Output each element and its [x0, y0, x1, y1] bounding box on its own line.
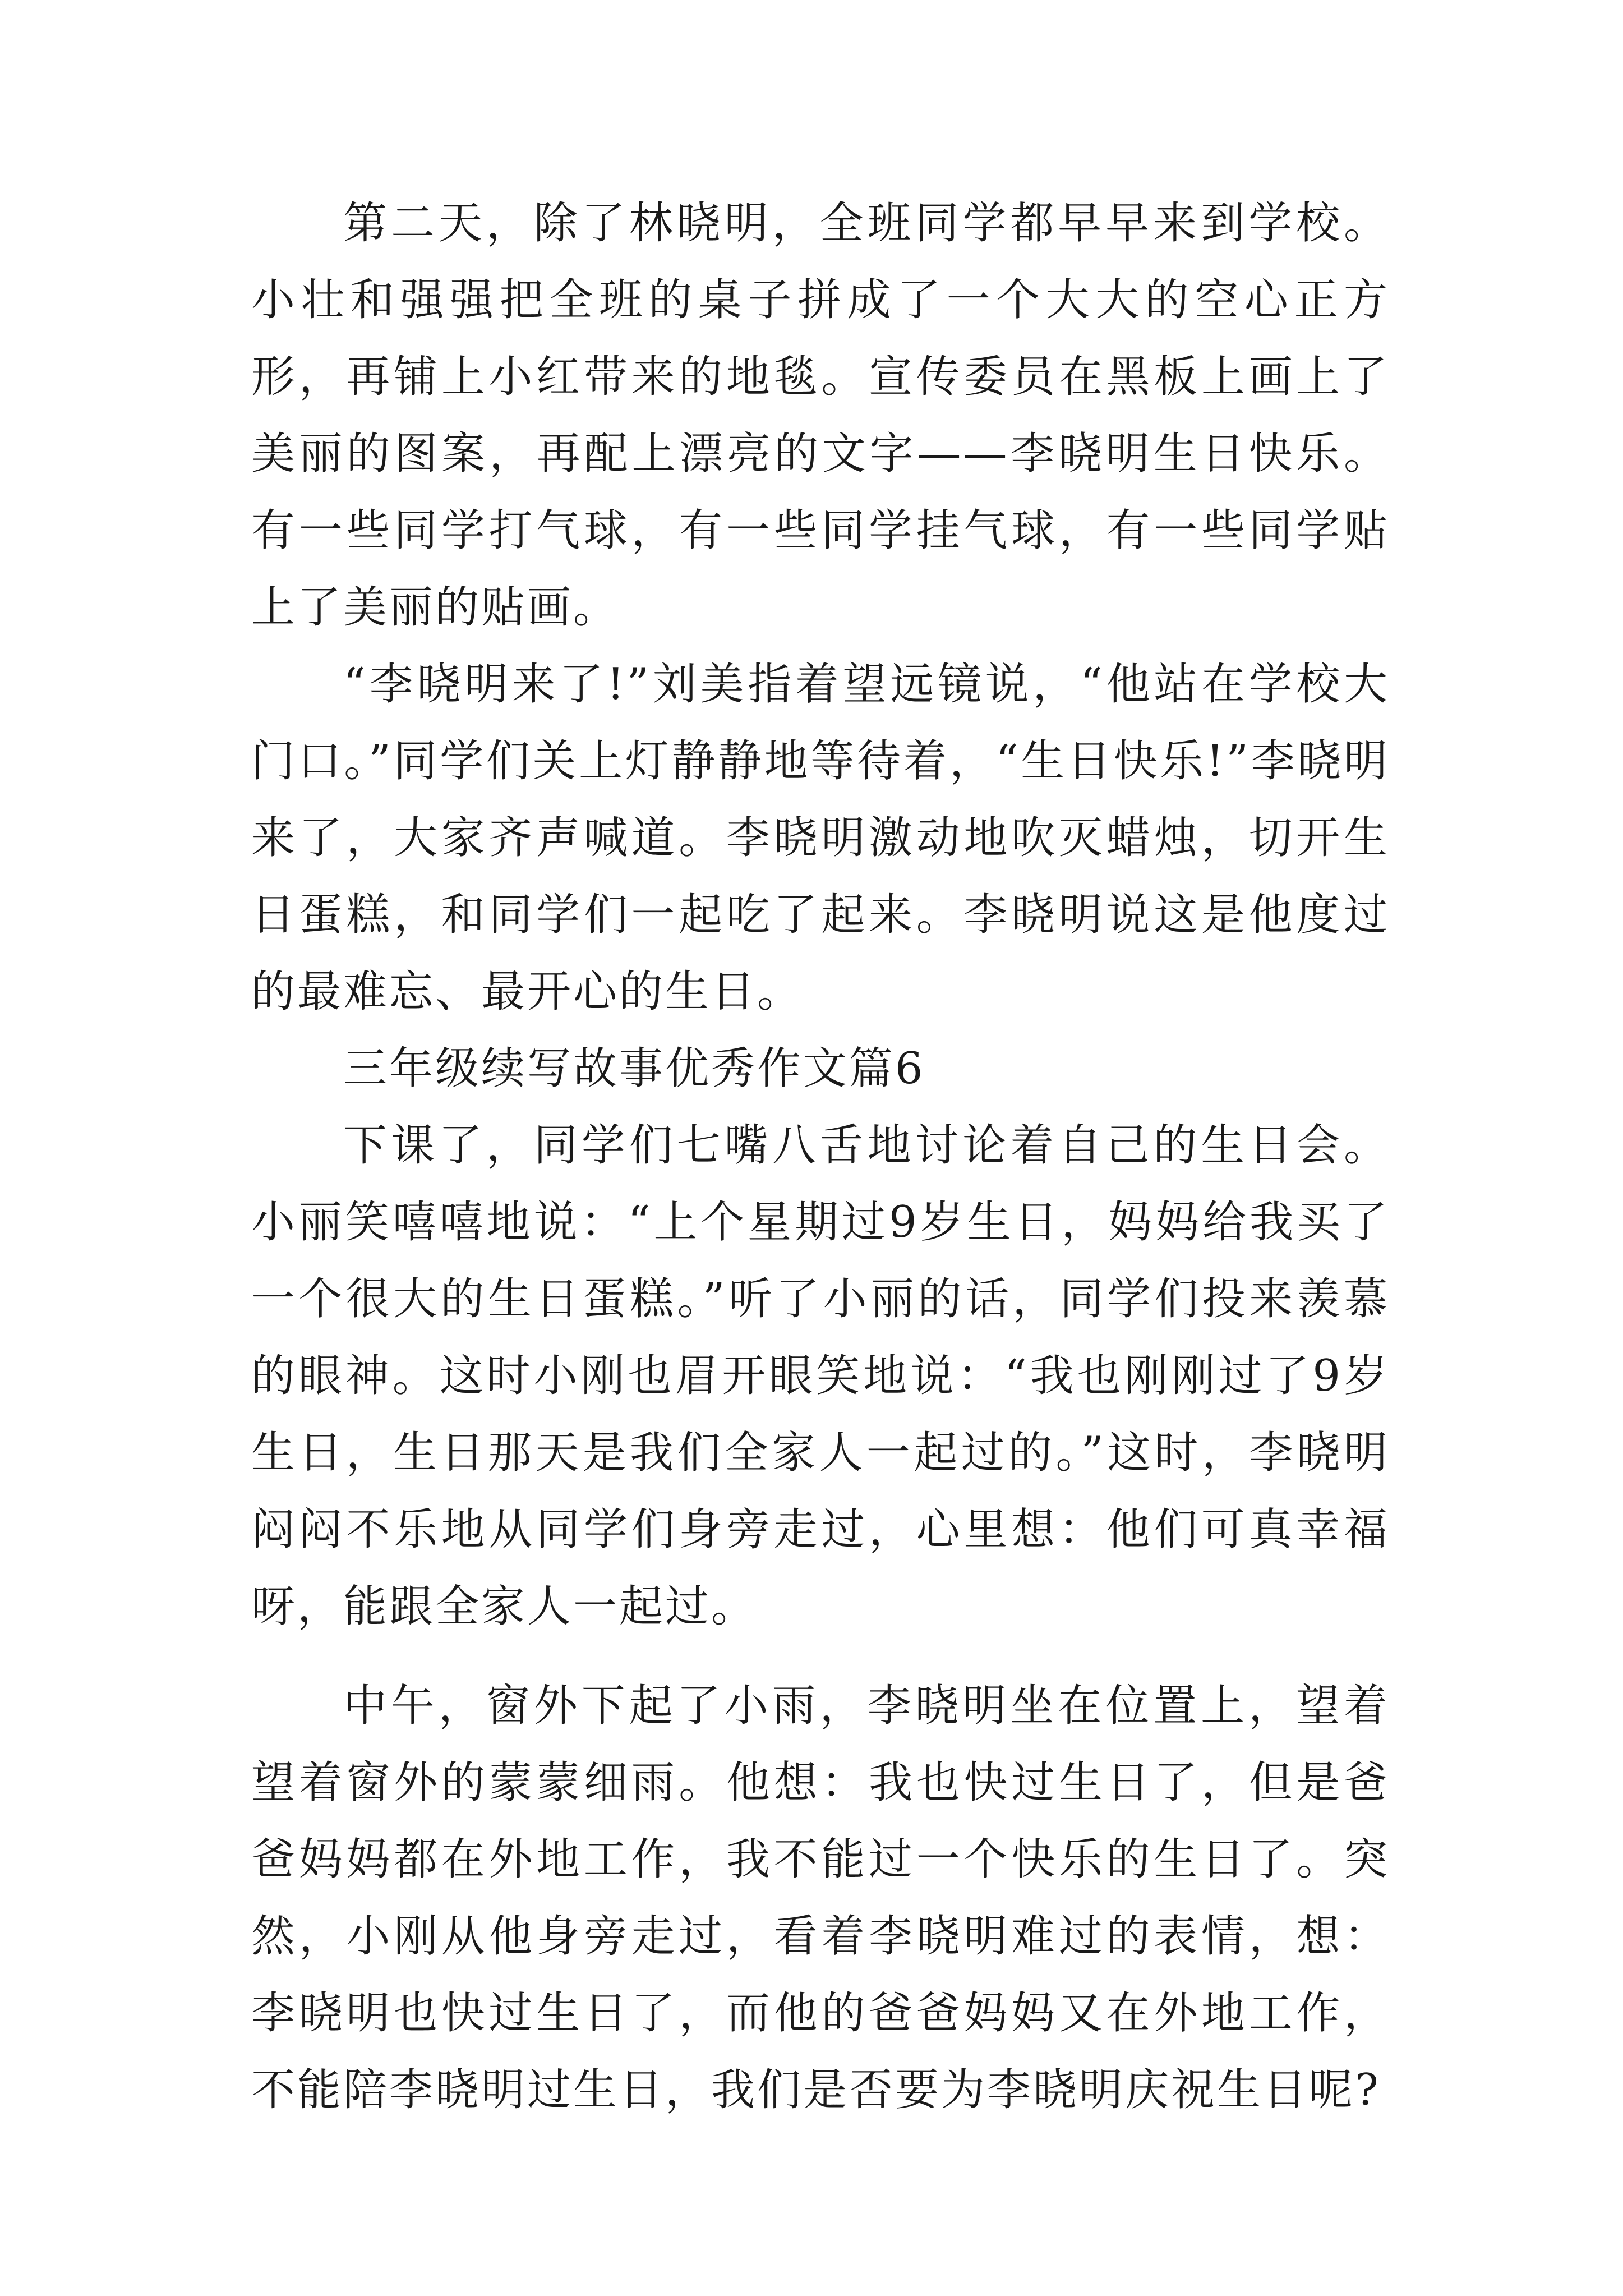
document-body [251, 185, 1390, 2129]
paragraph-4: 中午，窗外下起了小雨，李晓明坐在位置上，望着望着窗外的蒙蒙细雨。他想：我也快过生日了，但是爸爸妈妈都在外地工作，我不能过一个快乐的生日了。突然，小刚从他身旁走过，看着李晓明难过的表情，想：李晓明也快过生日了，而他的爸爸妈妈又在外地工作，不能陪李晓明过生日，我们是否要为李晓明庆祝生日呢? [251, 1681, 1390, 2115]
paragraph-1: 第二天，除了林晓明，全班同学都早早来到学校。小壮和强强把全班的桌子拼成了一个大大的空心正方形，再铺上小红带来的地毯。宣传委员在黑板上画上了美丽的图案，再配上漂亮的文字——李晓明生日快乐。有一些同学打气球，有一些同学挂气球，有一些同学贴上了美丽的贴画。 [251, 198, 1390, 633]
paragraph-3: 下课了，同学们七嘴八舌地讨论着自己的生日会。小丽笑嘻嘻地说：“上个星期过9岁生日，妈妈给我买了一个很大的生日蛋糕。”听了小丽的话，同学们投来羡慕的眼神。这时小刚也眉开眼笑地说：“我也刚刚过了9岁生日，生日那天是我们全家人一起过的。”这时，李晓明闷闷不乐地从同学们身旁走过，心里想：他们可真幸福呀，能跟全家人一起过。 [251, 1120, 1390, 1632]
section-heading: 三年级续写故事优秀作文篇6 [343, 1043, 925, 1094]
paragraph-2: “李晓明来了!”刘美指着望远镜说，“他站在学校大门口。”同学们关上灯静静地等待着，“生日快乐!”李晓明来了，大家齐声喊道。李晓明激动地吹灭蜡烛，切开生日蛋糕，和同学们一起吃了起来。李晓明说这是他度过的最难忘、最开心的生日。 [251, 659, 1390, 1017]
